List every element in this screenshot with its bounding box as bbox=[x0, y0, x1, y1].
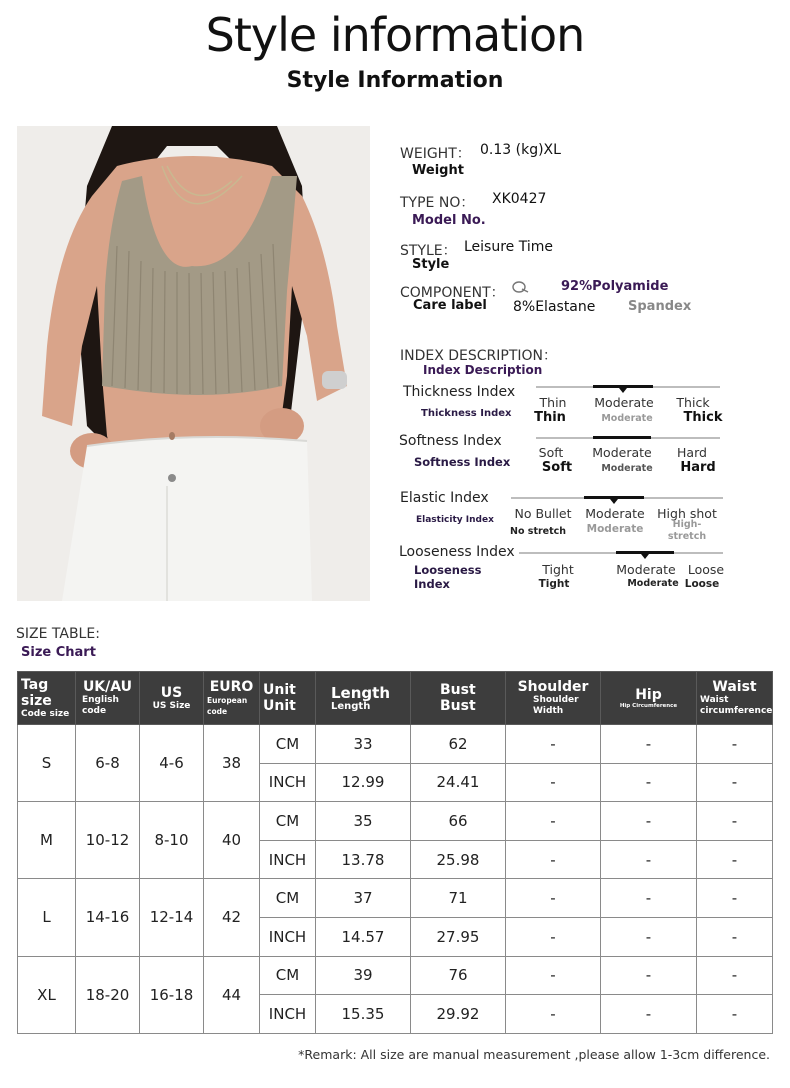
elastane-value: 8%Elastane bbox=[513, 299, 596, 315]
size-table-label: SIZE TABLE: bbox=[16, 626, 100, 642]
elastic-level-3-sub: High-stretch bbox=[667, 519, 707, 542]
softness-level-3-sub: Hard bbox=[680, 460, 716, 475]
shoulder-cell: - bbox=[506, 956, 601, 995]
softness-selected-bar bbox=[593, 436, 651, 439]
hip-cell: - bbox=[601, 802, 697, 841]
header-us: US US Size bbox=[140, 672, 204, 725]
bust-cell: 76 bbox=[411, 956, 506, 995]
hip-cell: - bbox=[601, 995, 697, 1034]
waist-cell: - bbox=[697, 995, 773, 1034]
unit-cell: INCH bbox=[260, 840, 316, 879]
length-cell: 35 bbox=[316, 802, 411, 841]
size-row-xl-cm bbox=[18, 956, 773, 995]
thickness-pointer-icon bbox=[619, 388, 627, 393]
unit-cell: INCH bbox=[260, 995, 316, 1034]
thickness-level-3: Thick bbox=[676, 395, 710, 410]
euro-size-cell: 38 bbox=[204, 725, 260, 802]
size-row-l-cm bbox=[18, 879, 773, 918]
shoulder-cell: - bbox=[506, 917, 601, 956]
length-cell: 12.99 bbox=[316, 763, 411, 802]
style-sub: Style bbox=[412, 257, 450, 272]
unit-cell: CM bbox=[260, 802, 316, 841]
elastic-level-1: No Bullet bbox=[514, 506, 572, 521]
bust-cell: 62 bbox=[411, 725, 506, 764]
softness-level-2-sub: Moderate bbox=[601, 463, 653, 474]
hip-cell: - bbox=[601, 917, 697, 956]
header-uk-au: UK/AU English code bbox=[76, 672, 140, 725]
waist-cell: - bbox=[697, 840, 773, 879]
unit-cell: CM bbox=[260, 956, 316, 995]
elastic-level-2: Moderate bbox=[585, 506, 645, 521]
softness-level-1-sub: Soft bbox=[541, 460, 573, 475]
thickness-index-label: Thickness Index bbox=[403, 384, 516, 400]
size-table-header-row bbox=[18, 672, 773, 725]
page-subtitle: Style Information bbox=[286, 68, 504, 93]
unit-cell: CM bbox=[260, 879, 316, 918]
shoulder-cell: - bbox=[506, 840, 601, 879]
softness-level-1: Soft bbox=[538, 445, 564, 460]
tag-size-cell: XL bbox=[18, 956, 76, 1033]
waist-cell: - bbox=[697, 956, 773, 995]
size-row-s-cm bbox=[18, 725, 773, 764]
softness-index-sub: Softness Index bbox=[414, 455, 511, 469]
softness-index-label: Softness Index bbox=[399, 433, 502, 449]
unit-cell: CM bbox=[260, 725, 316, 764]
elastic-level-1-sub: No stretch bbox=[510, 526, 567, 537]
looseness-level-3-sub: Loose bbox=[684, 578, 720, 590]
waist-cell: - bbox=[697, 802, 773, 841]
elastic-index-sub: Elasticity Index bbox=[416, 515, 494, 525]
elastic-pointer-icon bbox=[610, 499, 618, 504]
header-waist: Waist Waist circumference bbox=[697, 672, 773, 725]
euro-size-cell: 44 bbox=[204, 956, 260, 1033]
thickness-level-3-sub: Thick bbox=[683, 410, 723, 425]
type-sub: Model No. bbox=[412, 213, 486, 228]
elastic-index-label: Elastic Index bbox=[400, 490, 489, 506]
looseness-level-1: Tight bbox=[542, 562, 574, 577]
bust-cell: 71 bbox=[411, 879, 506, 918]
elastic-level-3: High shot bbox=[657, 506, 717, 521]
component-label: COMPONENT： bbox=[400, 285, 505, 301]
component-sub: Care label bbox=[413, 298, 487, 313]
looseness-level-2: Moderate bbox=[616, 562, 676, 577]
unit-cell: INCH bbox=[260, 917, 316, 956]
us-size-cell: 8-10 bbox=[140, 802, 204, 879]
thickness-level-2-sub: Moderate bbox=[601, 413, 653, 424]
length-cell: 39 bbox=[316, 956, 411, 995]
looseness-level-3: Loose bbox=[687, 562, 725, 577]
looseness-pointer-icon bbox=[641, 554, 649, 559]
euro-size-cell: 40 bbox=[204, 802, 260, 879]
waist-cell: - bbox=[697, 725, 773, 764]
shoulder-cell: - bbox=[506, 802, 601, 841]
us-size-cell: 4-6 bbox=[140, 725, 204, 802]
style-value: Leisure Time bbox=[464, 239, 553, 255]
model-illustration bbox=[17, 126, 370, 601]
thickness-level-1-sub: Thin bbox=[534, 410, 566, 425]
uk-size-cell: 14-16 bbox=[76, 879, 140, 956]
size-row-m-cm bbox=[18, 802, 773, 841]
elastic-level-2-sub: Moderate bbox=[586, 523, 644, 535]
style-label: STYLE： bbox=[400, 243, 457, 259]
hip-cell: - bbox=[601, 879, 697, 918]
looseness-index-sub: Looseness Index bbox=[414, 563, 482, 591]
hip-cell: - bbox=[601, 725, 697, 764]
hip-cell: - bbox=[601, 840, 697, 879]
tag-size-cell: L bbox=[18, 879, 76, 956]
fabric-icon bbox=[512, 279, 530, 298]
weight-label: WEIGHT： bbox=[400, 146, 471, 162]
index-heading: INDEX DESCRIPTION： bbox=[400, 348, 558, 364]
weight-sub: Weight bbox=[412, 163, 464, 178]
header-shoulder: Shoulder Shoulder Width bbox=[506, 672, 601, 725]
type-value: XK0427 bbox=[492, 191, 547, 207]
thickness-level-1: Thin bbox=[539, 395, 567, 410]
size-chart-sub: Size Chart bbox=[21, 645, 96, 660]
polyamide-sub: 92%Polyamide bbox=[561, 279, 669, 294]
elastane-sub: Spandex bbox=[628, 299, 692, 314]
unit-cell: INCH bbox=[260, 763, 316, 802]
looseness-level-1-sub: Tight bbox=[538, 578, 570, 590]
shoulder-cell: - bbox=[506, 763, 601, 802]
index-heading-sub: Index Description bbox=[423, 363, 543, 377]
header-euro: EURO European code bbox=[204, 672, 260, 725]
thickness-index-sub: Thickness Index bbox=[421, 408, 512, 419]
header-length: Length Length bbox=[316, 672, 411, 725]
length-cell: 37 bbox=[316, 879, 411, 918]
type-label: TYPE NO： bbox=[400, 195, 475, 211]
size-remark: *Remark: All size are manual measurement ,please allow 1-3cm difference. bbox=[298, 1047, 770, 1062]
bust-cell: 25.98 bbox=[411, 840, 506, 879]
bust-cell: 27.95 bbox=[411, 917, 506, 956]
bust-cell: 66 bbox=[411, 802, 506, 841]
hip-cell: - bbox=[601, 956, 697, 995]
header-bust: Bust Bust bbox=[411, 672, 506, 725]
us-size-cell: 12-14 bbox=[140, 879, 204, 956]
hip-cell: - bbox=[601, 763, 697, 802]
header-unit: Unit Unit bbox=[260, 672, 316, 725]
shoulder-cell: - bbox=[506, 879, 601, 918]
uk-size-cell: 6-8 bbox=[76, 725, 140, 802]
bust-cell: 29.92 bbox=[411, 995, 506, 1034]
shoulder-cell: - bbox=[506, 725, 601, 764]
bust-cell: 24.41 bbox=[411, 763, 506, 802]
euro-size-cell: 42 bbox=[204, 879, 260, 956]
length-cell: 33 bbox=[316, 725, 411, 764]
looseness-level-2-sub: Moderate bbox=[627, 578, 679, 589]
header-hip: Hip Hip Circumference bbox=[601, 672, 697, 725]
page-title: Style information bbox=[205, 8, 585, 62]
weight-value: 0.13 (kg)XL bbox=[480, 142, 561, 158]
size-table bbox=[17, 671, 773, 1034]
looseness-index-label: Looseness Index bbox=[399, 544, 515, 560]
header-tag-size: Tag size Code size bbox=[18, 672, 76, 725]
uk-size-cell: 10-12 bbox=[76, 802, 140, 879]
tag-size-cell: M bbox=[18, 802, 76, 879]
shoulder-cell: - bbox=[506, 995, 601, 1034]
softness-level-3: Hard bbox=[677, 445, 707, 460]
product-photo bbox=[17, 126, 370, 601]
thickness-level-2: Moderate bbox=[594, 395, 654, 410]
length-cell: 15.35 bbox=[316, 995, 411, 1034]
waist-cell: - bbox=[697, 763, 773, 802]
waist-cell: - bbox=[697, 879, 773, 918]
length-cell: 14.57 bbox=[316, 917, 411, 956]
us-size-cell: 16-18 bbox=[140, 956, 204, 1033]
softness-level-2: Moderate bbox=[592, 445, 652, 460]
length-cell: 13.78 bbox=[316, 840, 411, 879]
waist-cell: - bbox=[697, 917, 773, 956]
uk-size-cell: 18-20 bbox=[76, 956, 140, 1033]
tag-size-cell: S bbox=[18, 725, 76, 802]
